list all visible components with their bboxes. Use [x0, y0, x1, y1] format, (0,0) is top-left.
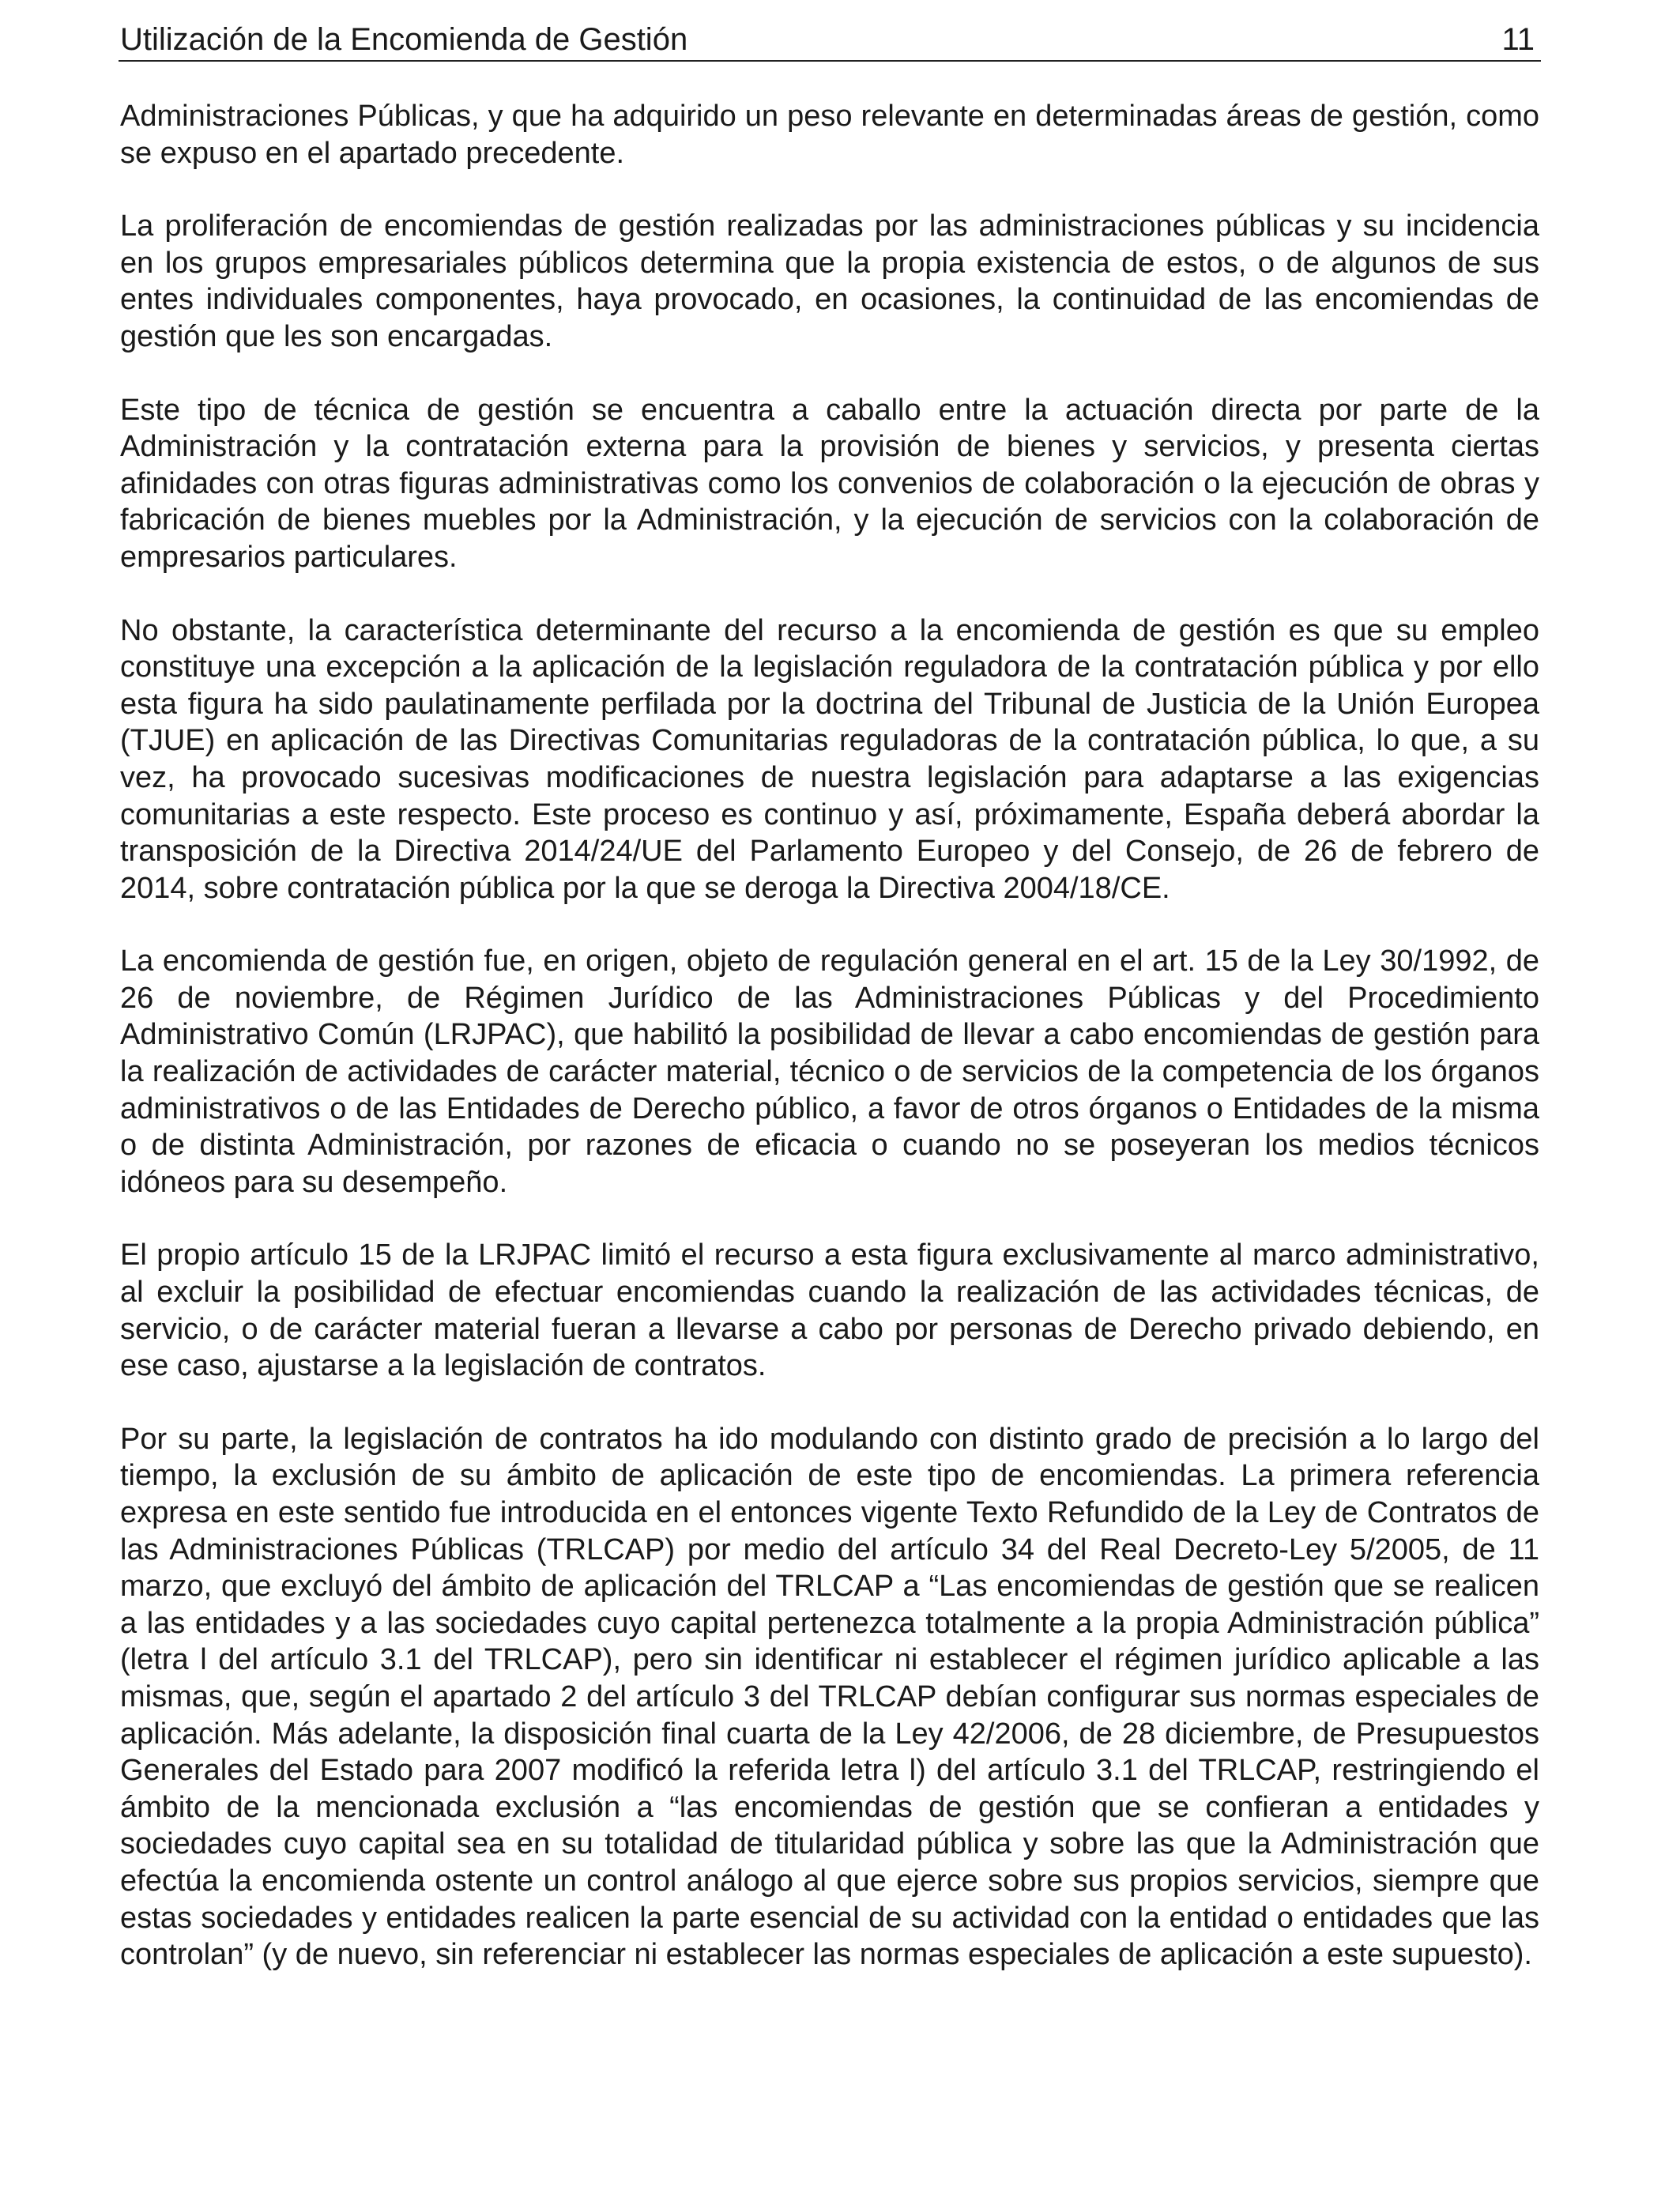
page-number: 11 — [1501, 22, 1535, 57]
paragraph: No obstante, la característica determinante del recurso a la encomienda de gestión es que su empleo constituye una excepción a la aplicación de la legislación reguladora de la contratación pública y por ello esta figura ha sido paulatinamente perfilada por la doctrina del Tribunal de Justicia de la Unión Europea (TJUE) en aplicación de las Directivas Comunitarias reguladoras de la contratación pública, lo que, a su vez, ha provocado sucesivas modificaciones de nuestra legislación para adaptarse a las exigencias comunitarias a este respecto. Este proceso es continuo y así, próximamente, España deberá abordar la transposición de la Directiva 2014/24/UE del Parlamento Europeo y del Consejo, de 26 de febrero de 2014, sobre contratación pública por la que se deroga la Directiva 2004/18/CE. — [120, 613, 1539, 905]
running-title: Utilización de la Encomienda de Gestión — [120, 22, 688, 57]
body-text — [120, 98, 1539, 2010]
paragraph: Este tipo de técnica de gestión se encuentra a caballo entre la actuación directa por parte de la Administración y la contratación externa para la provisión de bienes y servicios, y presenta ciertas afinidades con otras figuras administrativas como los convenios de colaboración o la ejecución de obras y fabricación de bienes muebles por la Administración, y la ejecución de servicios con la colaboración de empresarios particulares. — [120, 393, 1539, 574]
paragraph: El propio artículo 15 de la LRJPAC limitó el recurso a esta figura exclusivamente al marco administrativo, al excluir la posibilidad de efectuar encomiendas cuando la realización de las actividades técnicas, de servicio, o de carácter material fueran a llevarse a cabo por personas de Derecho privado debiendo, en ese caso, ajustarse a la legislación de contratos. — [120, 1238, 1539, 1383]
paragraph: La encomienda de gestión fue, en origen, objeto de regulación general en el art. 15 de la Ley 30/1992, de 26 de noviembre, de Régimen Jurídico de las Administraciones Públicas y del Procedimiento Administrativo Común (LRJPAC), que habilitó la posibilidad de llevar a cabo encomiendas de gestión para la realización de actividades de carácter material, técnico o de servicios de la competencia de los órganos administrativos o de las Entidades de Derecho público, a favor de otros órganos o Entidades de la misma o de distinta Administración, por razones de eficacia o cuando no se poseyeran los medios técnicos idóneos para su desempeño. — [120, 944, 1539, 1199]
paragraph: Por su parte, la legislación de contratos ha ido modulando con distinto grado de precisión a lo largo del tiempo, la exclusión de su ámbito de aplicación de este tipo de encomiendas. La primera referencia expresa en este sentido fue introducida en el entonces vigente Texto Refundido de la Ley de Contratos de las Administraciones Públicas (TRLCAP) por medio del artículo 34 del Real Decreto-Ley 5/2005, de 11 marzo, que excluyó del ámbito de aplicación del TRLCAP a “Las encomiendas de gestión que se realicen a las entidades y a las sociedades cuyo capital pertenezca totalmente a la propia Administración pública” (letra l del artículo 3.1 del TRLCAP), pero sin identificar ni establecer el régimen jurídico aplicable a las mismas, que, según el apartado 2 del artículo 3 del TRLCAP debían configurar sus normas especiales de aplicación. Más adelante, la disposición final cuarta de la Ley 42/2006, de 28 diciembre, de Presupuestos Generales del Estado para 2007 modificó la referida letra l) del artículo 3.1 del TRLCAP, restringiendo el ámbito de la mencionada exclusión a “las encomiendas de gestión que se confieran a entidades y sociedades cuyo capital sea en su totalidad de titularidad pública y sobre las que la Administración que efectúa la encomienda ostente un control análogo al que ejerce sobre sus propios servicios, siempre que estas sociedades y entidades realicen la parte esencial de su actividad con la entidad o entidades que las controlan” (y de nuevo, sin referenciar ni establecer las normas especiales de aplicación a este supuesto). — [120, 1422, 1539, 1972]
paragraph: Administraciones Públicas, y que ha adquirido un peso relevante en determinadas áreas de gestión, como se expuso en el apartado precedente. — [120, 100, 1539, 170]
page-header — [119, 17, 1541, 62]
paragraph: La proliferación de encomiendas de gestión realizadas por las administraciones públicas y su incidencia en los grupos empresariales públicos determina que la propia existencia de estos, o de algunos de sus entes individuales componentes, haya provocado, en ocasiones, la continuidad de las encomiendas de gestión que les son encargadas. — [120, 209, 1539, 353]
